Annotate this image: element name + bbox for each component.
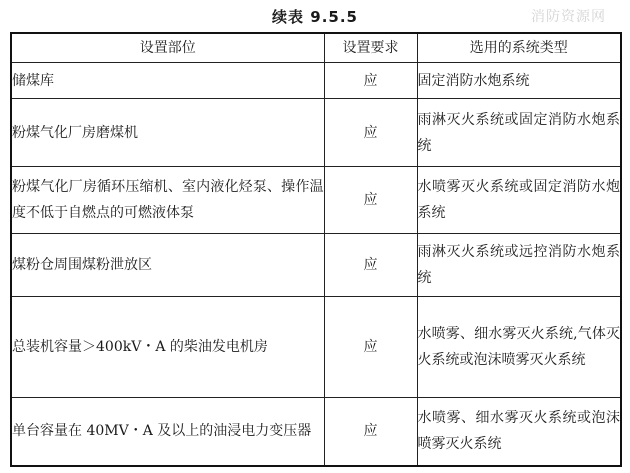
header-system-type: 选用的系统类型 [417, 33, 621, 63]
table-row [11, 297, 621, 398]
cell-requirement: 应 [324, 297, 417, 398]
cell-location: 储煤库 [11, 63, 324, 99]
cell-system-type: 水喷雾灭火系统或固定消防水炮系统 [417, 167, 621, 234]
cell-location: 粉煤气化厂房磨煤机 [11, 99, 324, 167]
cell-system-type: 雨淋灭火系统或远控消防水炮系统 [417, 234, 621, 297]
table-row [11, 63, 621, 99]
cell-location: 煤粉仓周围煤粉泄放区 [11, 234, 324, 297]
cell-location: 粉煤气化厂房循环压缩机、室内液化烃泵、操作温度不低于自燃点的可燃液体泵 [11, 167, 324, 234]
cell-requirement: 应 [324, 167, 417, 234]
table-row [11, 398, 621, 466]
cell-requirement: 应 [324, 63, 417, 99]
table-row [11, 234, 621, 297]
fire-system-table [10, 32, 622, 467]
cell-location: 单台容量在 40MV・A 及以上的油浸电力变压器 [11, 398, 324, 466]
cell-system-type: 水喷雾、细水雾灭火系统,气体灭火系统或泡沫喷雾灭火系统 [417, 297, 621, 398]
table-row [11, 167, 621, 234]
cell-location: 总装机容量＞400kV・A 的柴油发电机房 [11, 297, 324, 398]
cell-requirement: 应 [324, 234, 417, 297]
watermark-text: 消防资源网 [531, 9, 606, 25]
header-location: 设置部位 [11, 33, 324, 63]
header-requirement: 设置要求 [324, 33, 417, 63]
cell-requirement: 应 [324, 99, 417, 167]
cell-system-type: 固定消防水炮系统 [417, 63, 621, 99]
cell-requirement: 应 [324, 398, 417, 466]
page-title: 续表 9.5.5 [272, 8, 358, 26]
cell-system-type: 雨淋灭火系统或固定消防水炮系统 [417, 99, 621, 167]
table-row [11, 99, 621, 167]
table-header-row [11, 33, 621, 63]
cell-system-type: 水喷雾、细水雾灭火系统或泡沫喷雾灭火系统 [417, 398, 621, 466]
